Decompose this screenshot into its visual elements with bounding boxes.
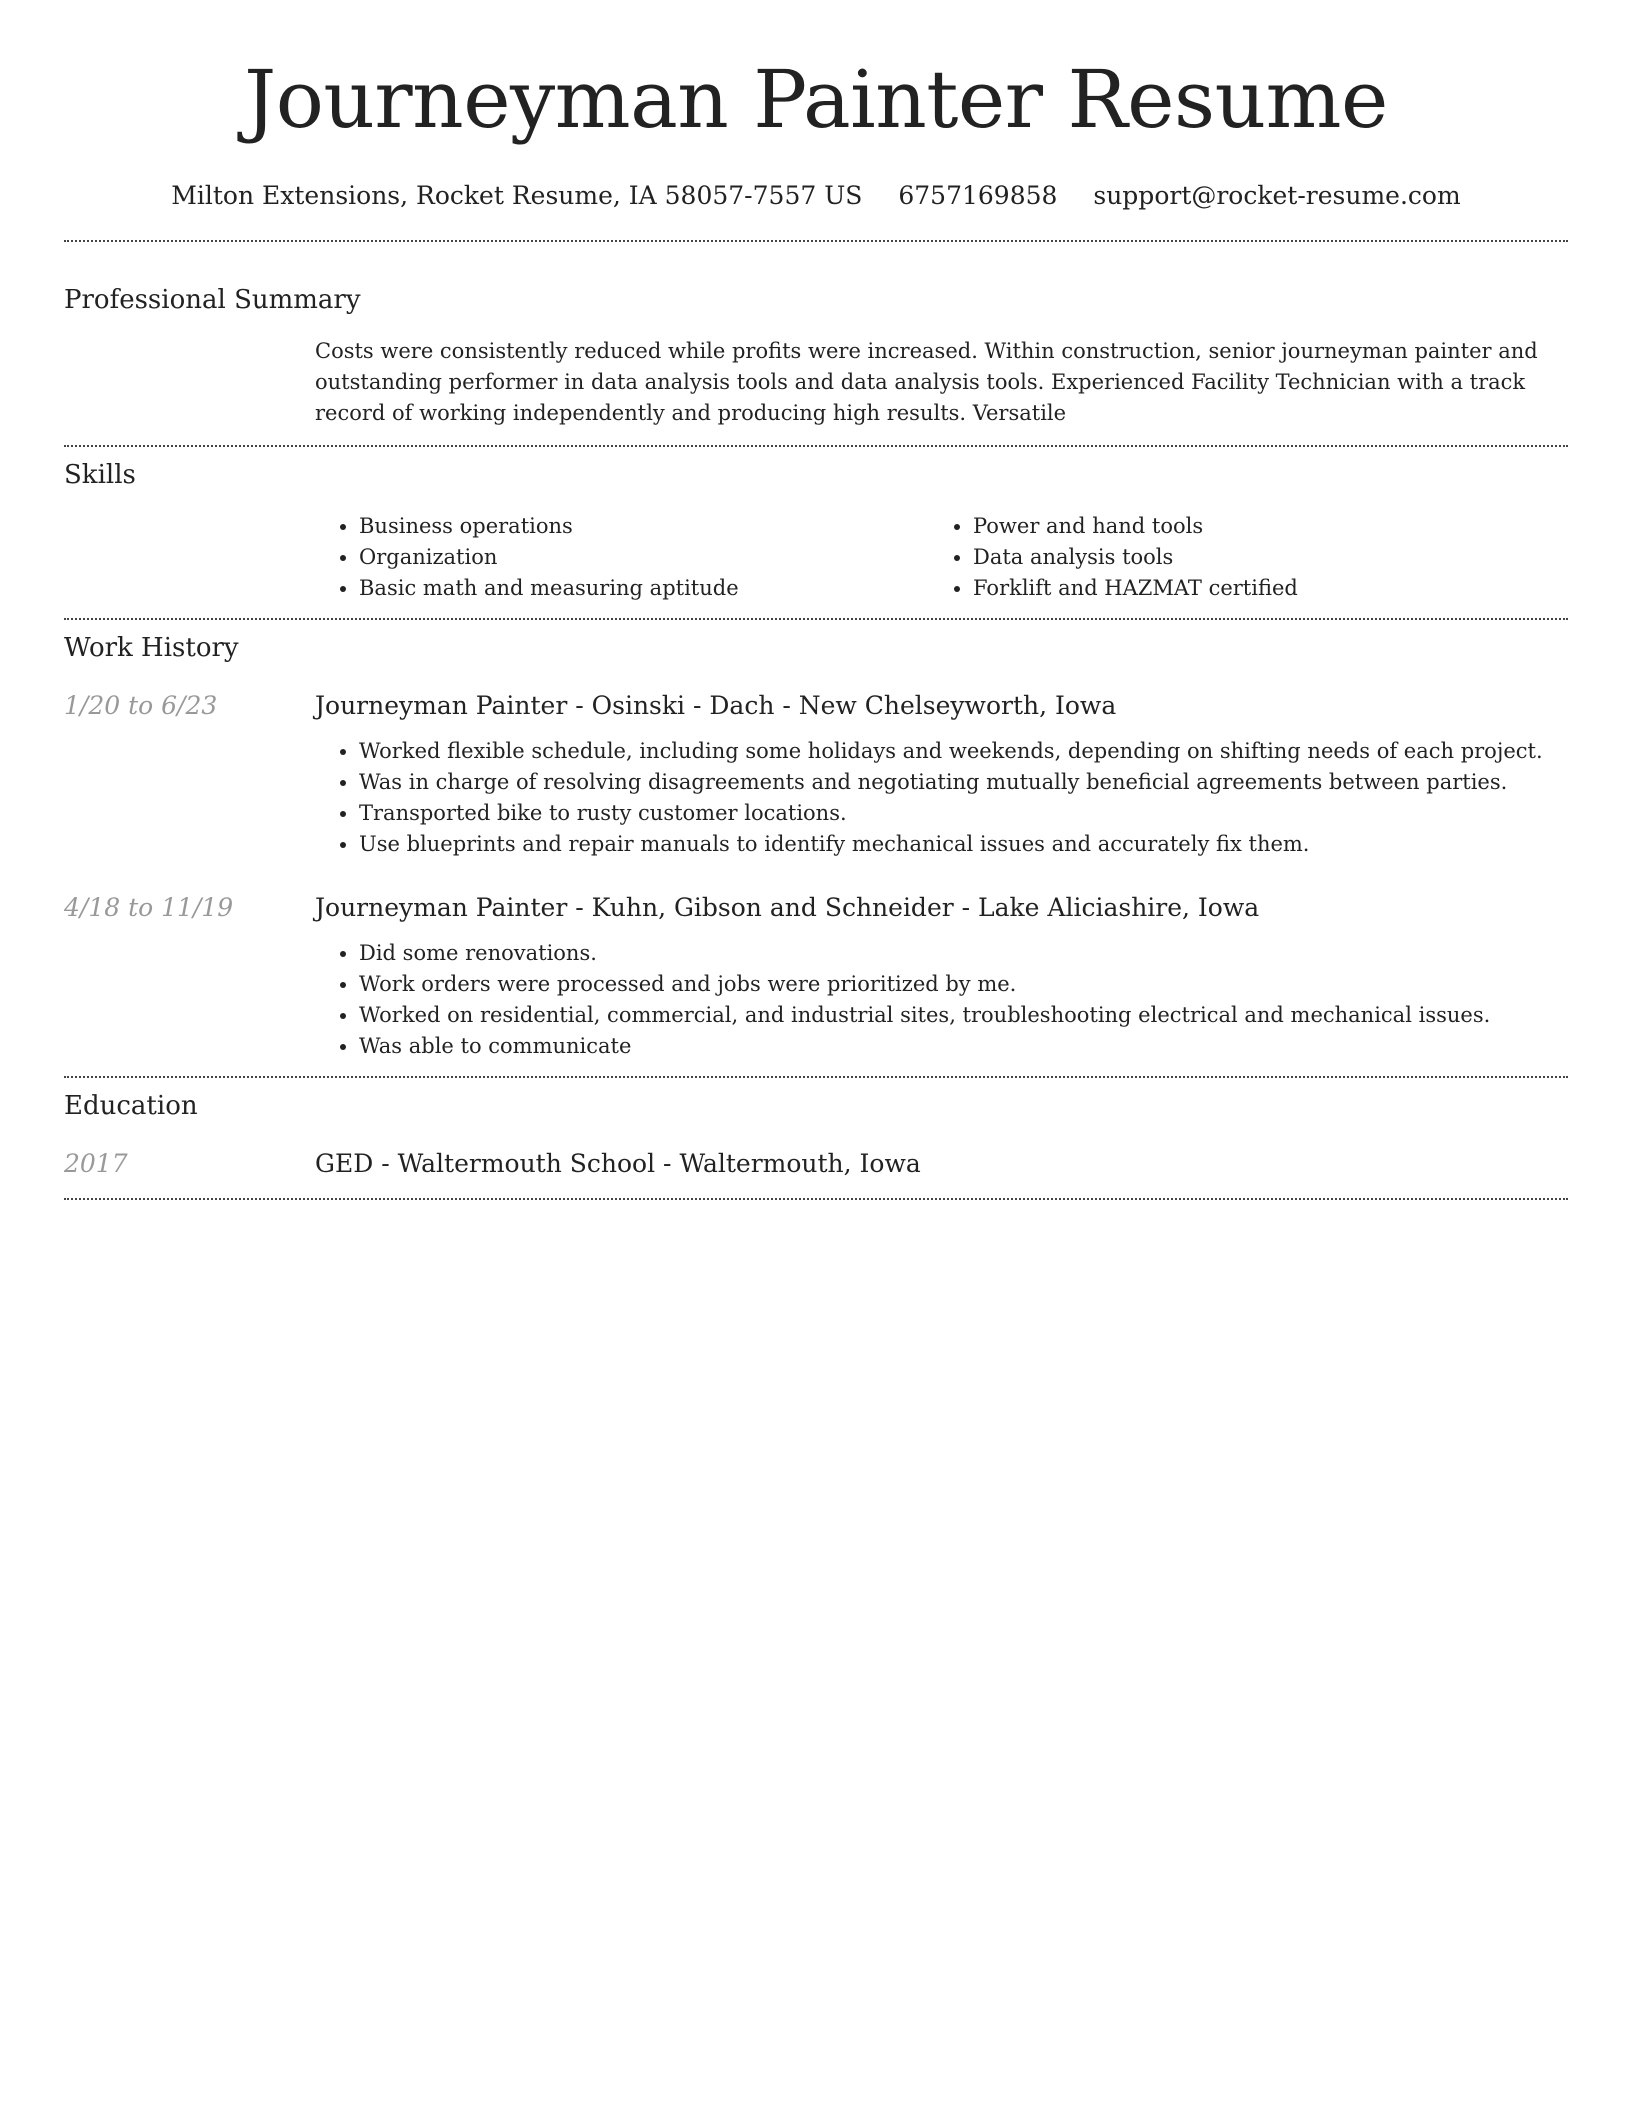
summary-section [64, 242, 1568, 445]
job-dates: 4/18 to 11/19 [64, 893, 234, 922]
resume-title: Journeyman Painter Resume [244, 53, 1388, 146]
skills-columns [315, 511, 1568, 604]
job-bullet: • Use blueprints and repair manuals to identify mechanical issues and accurately fix them. [359, 829, 1568, 860]
skill-item: • Business operations [359, 511, 929, 542]
skills-heading: Skills [64, 460, 136, 490]
skills-list-left [315, 511, 929, 604]
education-year: 2017 [64, 1149, 128, 1178]
work-section [64, 620, 1568, 1076]
contact-phone: 6757169858 [898, 181, 1058, 210]
job-bullet: • Worked on residential, commercial, and industrial sites, troubleshooting electrical and mechanical issues. [359, 1000, 1568, 1031]
job-bullets [315, 938, 1568, 1062]
job-title: Journeyman Painter - Osinski - Dach - New Chelseyworth, Iowa [315, 691, 1117, 720]
skill-item: • Data analysis tools [973, 542, 1543, 573]
skills-list-right [929, 511, 1543, 604]
job-bullet: • Worked flexible schedule, including some holidays and weekends, depending on shifting needs of each project. [359, 736, 1568, 767]
skills-section [64, 447, 1568, 618]
contact-address: Milton Extensions, Rocket Resume, IA 58057-7557 US [171, 181, 863, 210]
skill-item: • Basic math and measuring aptitude [359, 573, 929, 604]
job-bullets [315, 736, 1568, 860]
job-title: Journeyman Painter - Kuhn, Gibson and Schneider - Lake Aliciashire, Iowa [315, 893, 1260, 922]
skill-item: • Organization [359, 542, 929, 573]
summary-text: Costs were consistently reduced while profits were increased. Within construction, senior journeyman painter and outstanding performer in data analysis tools and data analysis tools. Experienced Facility Technician with a track record of working independently and producing high results. Versatile [315, 339, 1538, 425]
summary-heading: Professional Summary [64, 285, 361, 315]
skill-item: • Forklift and HAZMAT certified [973, 573, 1543, 604]
skills-row [64, 511, 1568, 618]
job-entry [64, 892, 1568, 1062]
job-entry [64, 690, 1568, 860]
skill-item: • Power and hand tools [973, 511, 1543, 542]
education-entry [64, 1148, 1568, 1198]
job-bullet: • Transported bike to rusty customer locations. [359, 798, 1568, 829]
job-bullet: • Did some renovations. [359, 938, 1568, 969]
work-heading: Work History [64, 633, 239, 663]
job-dates: 1/20 to 6/23 [64, 691, 218, 720]
education-text: GED - Waltermouth School - Waltermouth, Iowa [315, 1149, 921, 1178]
education-heading: Education [64, 1091, 198, 1121]
summary-row [64, 336, 1568, 445]
job-bullet: • Was able to communicate [359, 1031, 1568, 1062]
education-section [64, 1078, 1568, 1198]
job-bullet: • Was in charge of resolving disagreements and negotiating mutually beneficial agreements between parties. [359, 767, 1568, 798]
job-bullet: • Work orders were processed and jobs were prioritized by me. [359, 969, 1568, 1000]
section-divider [64, 1198, 1568, 1200]
contact-line [64, 180, 1568, 212]
contact-email: support@rocket-resume.com [1093, 181, 1461, 210]
